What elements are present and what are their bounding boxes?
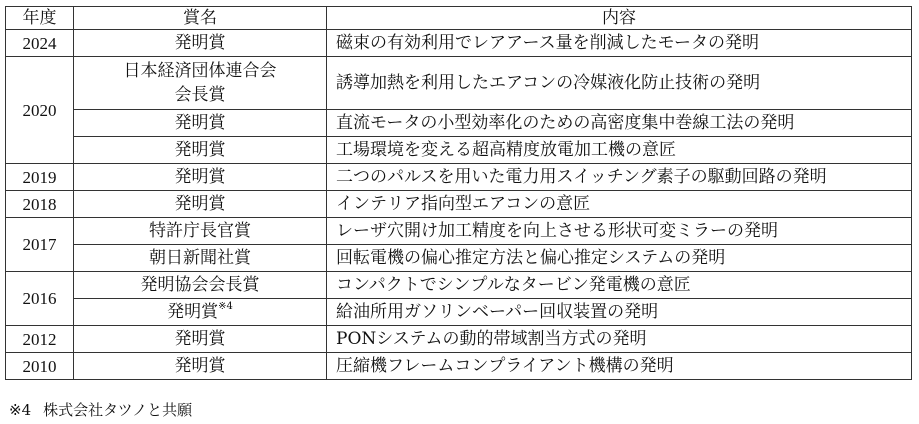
table-row bbox=[6, 110, 912, 137]
award-name-line: 会長賞 bbox=[174, 85, 226, 105]
content-cell: レーザ穴開け加工精度を向上させる形状可変ミラーの発明 bbox=[327, 218, 912, 245]
table-row bbox=[6, 245, 912, 272]
content-cell: 磁束の有効利用でレアアース量を削減したモータの発明 bbox=[327, 30, 912, 57]
table-row bbox=[6, 272, 912, 299]
table-row bbox=[6, 218, 912, 245]
header-row bbox=[6, 7, 912, 30]
table-row bbox=[6, 326, 912, 353]
content-cell: 工場環境を変える超高精度放電加工機の意匠 bbox=[327, 137, 912, 164]
header-award: 賞名 bbox=[74, 7, 327, 30]
content-cell: 回転電機の偏心推定方法と偏心推定システムの発明 bbox=[327, 245, 912, 272]
content-cell: 直流モータの小型効率化のための高密度集中巻線工法の発明 bbox=[327, 110, 912, 137]
year-cell: 2024 bbox=[6, 30, 74, 57]
content-cell: 給油所用ガソリンベーパー回収装置の発明 bbox=[327, 299, 912, 326]
table-row bbox=[6, 164, 912, 191]
table-row bbox=[6, 353, 912, 380]
table-row bbox=[6, 57, 912, 110]
table-header bbox=[6, 7, 912, 30]
awards-table bbox=[5, 6, 912, 380]
table-row bbox=[6, 299, 912, 326]
award-cell: 発明賞 bbox=[74, 326, 327, 353]
award-cell: 朝日新聞社賞 bbox=[74, 245, 327, 272]
content-cell: PONシステムの動的帯域割当方式の発明 bbox=[327, 326, 912, 353]
content-cell: 誘導加熱を利用したエアコンの冷媒液化防止技術の発明 bbox=[327, 57, 912, 110]
award-cell bbox=[74, 57, 327, 110]
award-cell bbox=[74, 299, 327, 326]
award-cell: 発明賞 bbox=[74, 137, 327, 164]
header-year: 年度 bbox=[6, 7, 74, 30]
award-cell: 発明協会会長賞 bbox=[74, 272, 327, 299]
footnote-mark: ※4 bbox=[9, 401, 32, 419]
year-cell: 2012 bbox=[6, 326, 74, 353]
footnote-reference: ※4 bbox=[218, 300, 233, 312]
award-name: 発明賞 bbox=[167, 301, 219, 322]
award-cell: 特許庁長官賞 bbox=[74, 218, 327, 245]
table-body bbox=[6, 30, 912, 380]
content-cell: コンパクトでシンプルなタービン発電機の意匠 bbox=[327, 272, 912, 299]
table-row bbox=[6, 191, 912, 218]
award-cell: 発明賞 bbox=[74, 191, 327, 218]
footnote bbox=[9, 401, 192, 419]
year-cell: 2016 bbox=[6, 272, 74, 326]
table-row bbox=[6, 137, 912, 164]
content-cell: 圧縮機フレームコンプライアント機構の発明 bbox=[327, 353, 912, 380]
award-cell: 発明賞 bbox=[74, 110, 327, 137]
year-cell: 2020 bbox=[6, 57, 74, 164]
award-cell: 発明賞 bbox=[74, 30, 327, 57]
year-cell: 2019 bbox=[6, 164, 74, 191]
award-name-line: 日本経済団体連合会 bbox=[123, 61, 277, 81]
award-cell: 発明賞 bbox=[74, 353, 327, 380]
table-row bbox=[6, 30, 912, 57]
footnote-text: 株式会社タツノと共願 bbox=[43, 401, 193, 419]
header-content: 内容 bbox=[327, 7, 912, 30]
award-cell: 発明賞 bbox=[74, 164, 327, 191]
year-cell: 2010 bbox=[6, 353, 74, 380]
content-cell: インテリア指向型エアコンの意匠 bbox=[327, 191, 912, 218]
year-cell: 2018 bbox=[6, 191, 74, 218]
year-cell: 2017 bbox=[6, 218, 74, 272]
content-cell: 二つのパルスを用いた電力用スイッチング素子の駆動回路の発明 bbox=[327, 164, 912, 191]
